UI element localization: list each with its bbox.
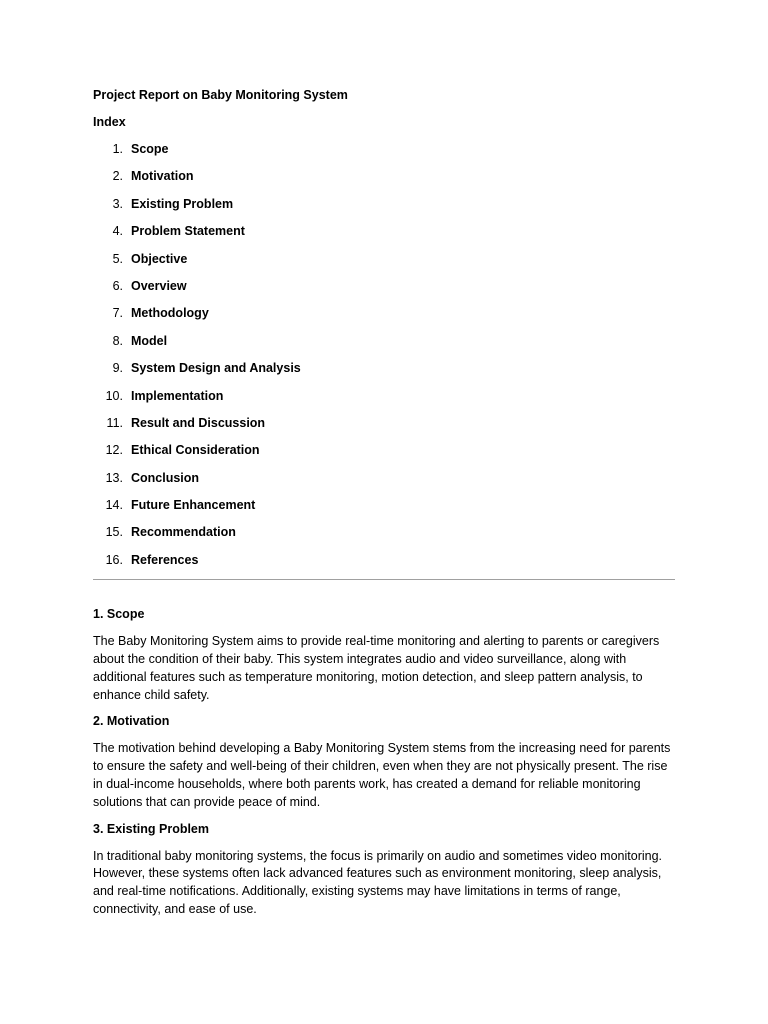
index-item-number: 12. bbox=[105, 443, 123, 458]
index-item-number: 7. bbox=[112, 306, 123, 321]
section-scope bbox=[93, 606, 675, 704]
index-item bbox=[93, 251, 675, 268]
index-item bbox=[93, 278, 675, 295]
index-item-number: 1. bbox=[112, 142, 123, 156]
index-item-number: 2. bbox=[112, 169, 123, 184]
index-item-label: Motivation bbox=[131, 169, 194, 184]
index-item-label: Future Enhancement bbox=[131, 498, 256, 513]
index-item-number: 8. bbox=[112, 333, 123, 348]
index-heading: Index bbox=[93, 115, 126, 129]
index-item-number: 13. bbox=[105, 470, 123, 485]
section-body: The Baby Monitoring System aims to provide real-time monitoring and alerting to parents or caregivers about the condition of their baby. This system integrates audio and video surveillance, along with additional features such as temperature monitoring, motion detection, and sleep pattern analysis, to enhance child safety. bbox=[93, 634, 660, 702]
index-item-label: Objective bbox=[131, 251, 188, 266]
index-item-number: 14. bbox=[105, 498, 123, 513]
index-item bbox=[93, 552, 675, 569]
index-item bbox=[93, 141, 675, 158]
index-item bbox=[93, 524, 675, 541]
index-item-label: Model bbox=[131, 333, 168, 348]
index-item-label: Scope bbox=[131, 142, 169, 156]
index-item-label: System Design and Analysis bbox=[131, 361, 301, 376]
index-item-label: Methodology bbox=[131, 306, 209, 321]
index-item bbox=[93, 442, 675, 459]
index-item-label: Problem Statement bbox=[131, 224, 245, 239]
index-item-label: Recommendation bbox=[131, 525, 236, 540]
index-item bbox=[93, 497, 675, 514]
document-title: Project Report on Baby Monitoring System bbox=[93, 88, 348, 102]
index-item bbox=[93, 305, 675, 322]
section-heading: 3. Existing Problem bbox=[93, 821, 210, 836]
index-item-number: 9. bbox=[112, 361, 123, 376]
index-item bbox=[93, 223, 675, 240]
index-item-label: Result and Discussion bbox=[131, 415, 266, 430]
index-item bbox=[93, 415, 675, 432]
index-item-number: 5. bbox=[112, 251, 123, 266]
index-item-label: References bbox=[131, 552, 199, 567]
index-list bbox=[93, 141, 675, 569]
index-item bbox=[93, 168, 675, 185]
index-item-number: 10. bbox=[105, 388, 123, 403]
index-item-number: 11. bbox=[106, 415, 123, 430]
index-item bbox=[93, 360, 675, 377]
index-item-number: 4. bbox=[112, 224, 123, 239]
index-item-number: 6. bbox=[112, 278, 123, 293]
index-item-label: Overview bbox=[131, 278, 187, 293]
index-item-label: Implementation bbox=[131, 388, 224, 403]
section-motivation bbox=[93, 713, 675, 811]
section-body: The motivation behind developing a Baby Monitoring System stems from the increasing need for parents to ensure the safety and well-being of their children, even when they are not physically present. The rise in dual-income households, where both parents work, has created a demand for reliable monitoring solutions that can provide peace of mind. bbox=[93, 741, 671, 809]
index-item bbox=[93, 388, 675, 405]
index-item-number: 15. bbox=[105, 525, 123, 540]
section-heading: 1. Scope bbox=[93, 607, 145, 622]
index-item-label: Existing Problem bbox=[131, 196, 234, 211]
index-item bbox=[93, 333, 675, 350]
index-item bbox=[93, 470, 675, 487]
horizontal-divider bbox=[93, 579, 675, 580]
section-existing-problem bbox=[93, 821, 675, 919]
section-body: In traditional baby monitoring systems, the focus is primarily on audio and sometimes video monitoring. However, these systems often lack advanced features such as environment monitoring, sleep analysis, and real-time notifications. Additionally, existing systems may have limitations in terms of range, connectivity, and ease of use. bbox=[93, 848, 663, 917]
index-item-number: 16. bbox=[105, 552, 123, 567]
index-item-label: Conclusion bbox=[131, 470, 200, 485]
index-item bbox=[93, 196, 675, 213]
index-item-number: 3. bbox=[112, 196, 123, 211]
index-item-label: Ethical Consideration bbox=[131, 443, 260, 458]
section-heading: 2. Motivation bbox=[93, 714, 170, 729]
